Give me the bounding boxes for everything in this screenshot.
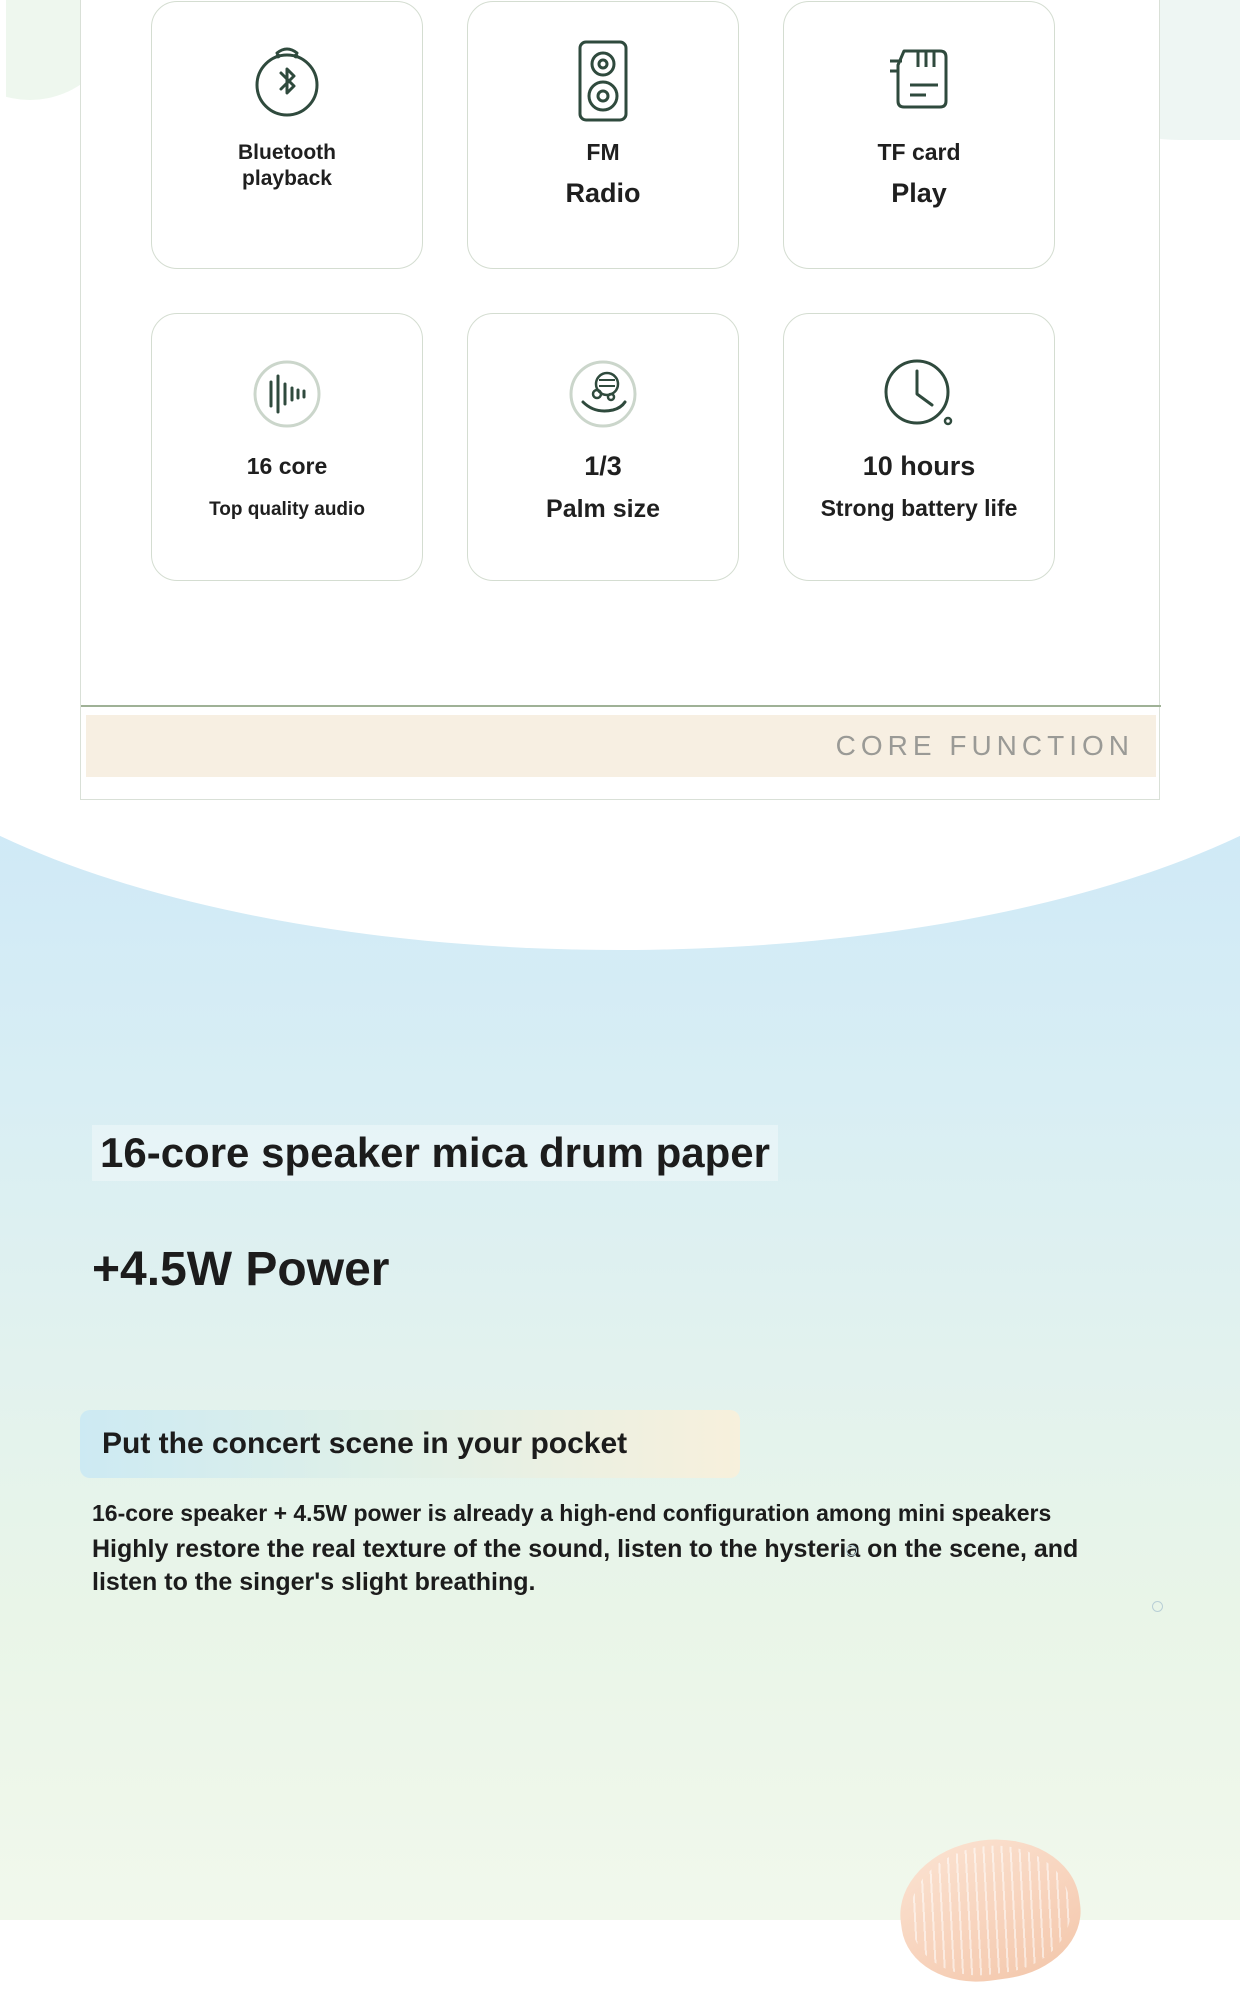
- feature-card-bluetooth-playback[interactable]: [151, 1, 423, 269]
- promo-pill-text: Put the concert scene in your pocket: [102, 1427, 628, 1460]
- feature-card-battery-life[interactable]: [783, 313, 1055, 581]
- feature-label-line1: TF card: [877, 139, 961, 165]
- promo-body-line-2: Highly restore the real texture of the sound, listen to the hysteria on the scene, and listen to the singer's slight breathing.: [92, 1534, 1079, 1596]
- card-footer: [86, 715, 1156, 777]
- bluetooth-icon: [244, 28, 330, 136]
- promo-body-line-1: 16-core speaker + 4.5W power is already a high-end configuration among mini speakers: [92, 1500, 1052, 1526]
- feature-label-line2: Radio: [565, 177, 641, 208]
- feature-label-line1: 1/3: [584, 451, 622, 481]
- feature-label-line2: Strong battery life: [820, 494, 1018, 521]
- promo-section: [0, 810, 1240, 1920]
- waveform-icon: [245, 340, 329, 448]
- decorative-bubble: [846, 1545, 857, 1556]
- feature-label-line2: Top quality audio: [209, 498, 365, 520]
- feature-card-palm-size[interactable]: [467, 313, 739, 581]
- white-arc-shape: [0, 810, 1240, 950]
- tf-card-icon: [876, 28, 962, 136]
- feature-card-fm-radio[interactable]: [467, 1, 739, 269]
- feature-label-line2: Play: [891, 177, 947, 208]
- clock-icon: [876, 340, 962, 448]
- feature-label-line1: 16 core: [246, 453, 328, 479]
- feature-card-16-core-audio[interactable]: [151, 313, 423, 581]
- feature-label-line2: Palm size: [546, 494, 660, 523]
- card-divider: [81, 705, 1161, 707]
- promo-headline-primary: 16-core speaker mica drum paper: [92, 1125, 778, 1181]
- promo-body-copy: [92, 1498, 1112, 1599]
- core-function-section: [0, 0, 1240, 860]
- feature-label-line1: 10 hours: [862, 451, 976, 481]
- feature-label-line1: Bluetooth: [238, 141, 336, 164]
- left-edge-mask: [0, 0, 6, 860]
- promo-headline-secondary: +4.5W Power: [92, 1243, 390, 1296]
- feature-label-line1: FM: [586, 139, 620, 165]
- feature-label-line2: playback: [242, 167, 332, 191]
- feature-card-tf-card-play[interactable]: [783, 1, 1055, 269]
- speaker-icon: [566, 28, 640, 136]
- decorative-bubble: [1152, 1601, 1163, 1612]
- core-function-card: [80, 0, 1160, 800]
- feature-grid: [81, 0, 1161, 581]
- core-function-label: CORE FUNCTION: [835, 730, 1134, 761]
- hand-holding-speaker-icon: [561, 340, 645, 448]
- promo-pill-banner: [80, 1410, 740, 1478]
